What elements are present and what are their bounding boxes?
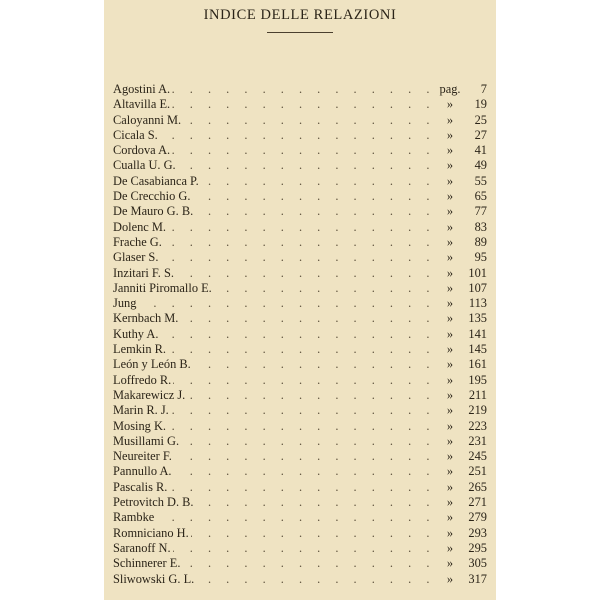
entry-page-mark: » xyxy=(446,495,454,510)
entry-page-mark: » xyxy=(446,449,454,464)
entry-author: Frache G. xyxy=(113,234,162,249)
index-entry xyxy=(113,342,487,357)
entry-page-mark: » xyxy=(446,250,454,265)
entry-page-mark: » xyxy=(446,326,454,341)
entry-page-number: 77 xyxy=(474,204,487,219)
entry-author: Saranoff N. xyxy=(113,540,171,555)
index-entry xyxy=(113,82,487,97)
index-entry xyxy=(113,464,487,479)
entry-author: Kuthy A. xyxy=(113,326,159,341)
entry-author: Glaser S. xyxy=(113,250,159,265)
entry-page-number: 135 xyxy=(468,311,487,326)
entry-page-mark: » xyxy=(446,127,454,142)
entry-author: Lemkin R. xyxy=(113,342,166,357)
index-entry xyxy=(113,556,487,571)
entry-page-mark: » xyxy=(446,571,454,586)
entry-page-number: 101 xyxy=(468,265,487,280)
entry-author: Agostini A. xyxy=(113,82,171,96)
entry-page-number: 27 xyxy=(474,127,487,142)
index-entry xyxy=(113,419,487,434)
index-entry xyxy=(113,449,487,464)
entry-page-mark: » xyxy=(446,173,454,188)
entry-page-number: 83 xyxy=(474,219,487,234)
entry-page-mark: » xyxy=(446,265,454,280)
entry-page-number: 65 xyxy=(474,189,487,204)
index-entry xyxy=(113,434,487,449)
entry-page-number: 41 xyxy=(474,143,487,158)
index-entry xyxy=(113,357,487,372)
entry-author: Inzitari F. S. xyxy=(113,265,174,280)
entry-page-mark: » xyxy=(446,418,454,433)
entry-author: Rambke xyxy=(113,510,155,525)
entry-author: Loffredo R. xyxy=(113,372,172,387)
entry-page-mark: » xyxy=(446,357,454,372)
entry-page-number: 265 xyxy=(468,479,487,494)
entry-page-mark: » xyxy=(446,556,454,571)
entry-author: Sliwowski G. L. xyxy=(113,571,195,586)
entry-page-mark: » xyxy=(446,372,454,387)
index-entry xyxy=(113,541,487,556)
dot-leader xyxy=(117,327,431,342)
entry-page-number: 89 xyxy=(474,234,487,249)
index-entry xyxy=(113,250,487,265)
entry-page-mark: » xyxy=(446,280,454,295)
entry-page-number: 95 xyxy=(474,250,487,265)
entry-page-mark: » xyxy=(446,479,454,494)
entry-page-mark: » xyxy=(446,403,454,418)
entry-author: Altavilla E. xyxy=(113,97,171,112)
entry-page-number: 231 xyxy=(468,433,487,448)
entry-page-mark: » xyxy=(446,540,454,555)
index-entry xyxy=(113,388,487,403)
entry-page-mark: » xyxy=(446,143,454,158)
entry-page-number: 141 xyxy=(468,326,487,341)
entry-page-number: 271 xyxy=(468,495,487,510)
entry-page-number: 161 xyxy=(468,357,487,372)
index-entry xyxy=(113,373,487,388)
entry-page-number: 293 xyxy=(468,525,487,540)
index-entry xyxy=(113,495,487,510)
entry-author: Cicala S. xyxy=(113,127,158,142)
entry-page-mark: » xyxy=(446,112,454,127)
entry-page-mark: » xyxy=(446,234,454,249)
index-entry xyxy=(113,510,487,525)
entry-page-mark: » xyxy=(446,433,454,448)
entry-author: Cualla U. G. xyxy=(113,158,176,173)
index-entry xyxy=(113,128,487,143)
entry-author: León y León B. xyxy=(113,357,191,372)
dot-leader xyxy=(117,510,431,525)
dot-leader xyxy=(117,128,431,143)
index-entry xyxy=(113,220,487,235)
entry-page-mark: » xyxy=(446,219,454,234)
entry-author: Petrovitch D. B. xyxy=(113,495,194,510)
entry-page-number: 195 xyxy=(468,372,487,387)
entry-page-number: 113 xyxy=(468,296,487,311)
index-entry xyxy=(113,311,487,326)
entry-page-number: 251 xyxy=(468,464,487,479)
entry-author: Pascalis R. xyxy=(113,479,168,494)
index-entry xyxy=(113,296,487,311)
entry-author: De Crecchio G. xyxy=(113,189,191,204)
entry-author: Caloyanni M. xyxy=(113,112,182,127)
entry-author: Jung xyxy=(113,296,137,311)
index-list xyxy=(113,82,487,587)
entry-author: Neureiter F. xyxy=(113,449,172,464)
entry-page-number: 305 xyxy=(468,556,487,571)
entry-author: Makarewicz J. xyxy=(113,387,186,402)
index-entry xyxy=(113,174,487,189)
index-entry xyxy=(113,189,487,204)
dot-leader xyxy=(117,296,431,311)
entry-page-mark: » xyxy=(446,387,454,402)
entry-page-number: 223 xyxy=(468,418,487,433)
entry-page-number: 279 xyxy=(468,510,487,525)
index-entry xyxy=(113,526,487,541)
entry-author: Mosing K. xyxy=(113,418,167,433)
entry-page-mark: » xyxy=(446,97,454,112)
entry-page-number: 145 xyxy=(468,342,487,357)
entry-page-mark: » xyxy=(446,464,454,479)
entry-page-number: 7 xyxy=(480,82,487,96)
entry-page-number: 219 xyxy=(468,403,487,418)
dot-leader xyxy=(117,235,431,250)
entry-author: De Casabianca P. xyxy=(113,173,199,188)
entry-page-mark: » xyxy=(446,189,454,204)
entry-author: De Mauro G. B. xyxy=(113,204,194,219)
index-entry xyxy=(113,266,487,281)
entry-page-mark: pag. xyxy=(439,82,461,96)
entry-page-number: 317 xyxy=(468,571,487,586)
entry-page-number: 211 xyxy=(468,387,487,402)
entry-page-number: 245 xyxy=(468,449,487,464)
entry-author: Pannullo A. xyxy=(113,464,172,479)
entry-author: Kernbach M. xyxy=(113,311,179,326)
entry-author: Marin R. J. xyxy=(113,403,169,418)
index-entry xyxy=(113,143,487,158)
index-entry xyxy=(113,403,487,418)
entry-page-number: 25 xyxy=(474,112,487,127)
entry-page-number: 55 xyxy=(474,173,487,188)
index-entry xyxy=(113,480,487,495)
index-entry xyxy=(113,572,487,587)
entry-author: Dolenc M. xyxy=(113,219,166,234)
entry-page-number: 49 xyxy=(474,158,487,173)
entry-page-number: 295 xyxy=(468,540,487,555)
entry-author: Schinnerer E. xyxy=(113,556,181,571)
entry-page-mark: » xyxy=(446,342,454,357)
index-entry xyxy=(113,158,487,173)
entry-author: Musillami G. xyxy=(113,433,180,448)
entry-page-mark: » xyxy=(446,204,454,219)
entry-author: Cordova A. xyxy=(113,143,171,158)
index-entry xyxy=(113,113,487,128)
entry-page-mark: » xyxy=(446,311,454,326)
dot-leader xyxy=(117,250,431,265)
entry-page-mark: » xyxy=(446,525,454,540)
index-entry xyxy=(113,97,487,112)
entry-author: Janniti Piromallo E. xyxy=(113,280,212,295)
entry-author: Romniciano H. xyxy=(113,525,189,540)
index-entry xyxy=(113,235,487,250)
title-divider xyxy=(267,32,333,33)
index-entry xyxy=(113,327,487,342)
index-entry xyxy=(113,281,487,296)
index-entry xyxy=(113,204,487,219)
entry-page-number: 19 xyxy=(474,97,487,112)
entry-page-mark: » xyxy=(446,510,454,525)
page-title: INDICE DELLE RELAZIONI xyxy=(203,7,397,23)
entry-page-mark: » xyxy=(446,158,454,173)
book-page xyxy=(104,0,496,600)
entry-page-mark: » xyxy=(446,296,454,311)
entry-page-number: 107 xyxy=(468,280,487,295)
